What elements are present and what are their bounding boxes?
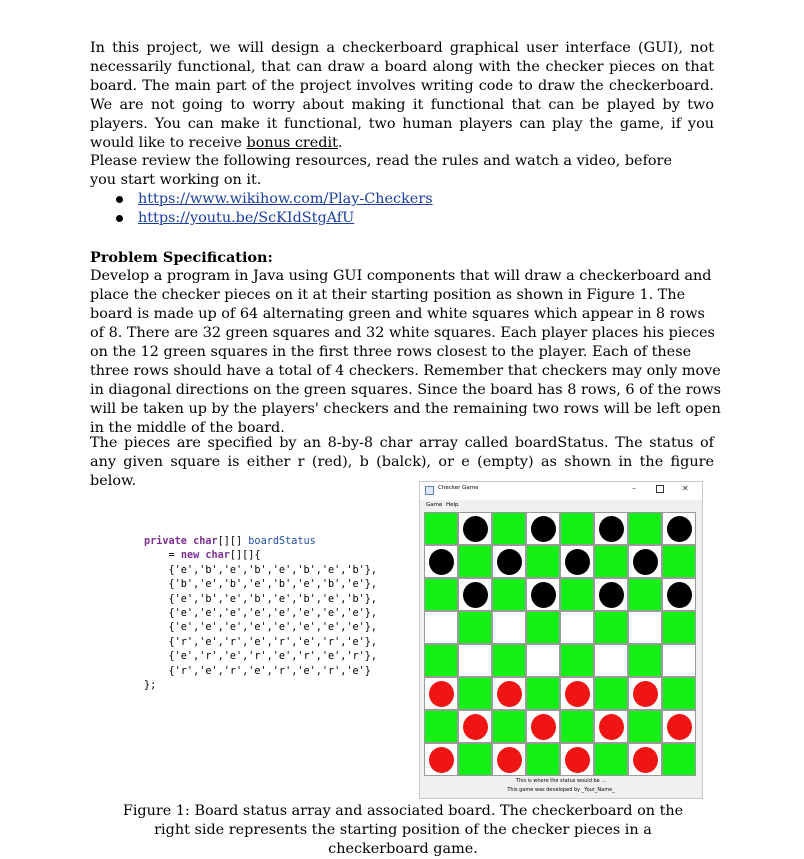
- board-square-green[interactable]: [594, 611, 628, 644]
- board-square-green[interactable]: [628, 644, 662, 677]
- board-square-green[interactable]: [628, 578, 662, 611]
- board-square-green[interactable]: [526, 743, 560, 776]
- board-square-white[interactable]: [594, 512, 628, 545]
- board-square-green[interactable]: [628, 710, 662, 743]
- maximize-icon[interactable]: [656, 485, 664, 493]
- board-square-white[interactable]: [458, 512, 492, 545]
- board-square-white[interactable]: [628, 545, 662, 578]
- bullet-icon: [116, 215, 123, 222]
- code-row: {'e','b','e','b','e','b','e','b'},: [168, 564, 378, 576]
- board-square-white[interactable]: [458, 644, 492, 677]
- code-row: {'e','e','e','e','e','e','e','e'},: [168, 608, 378, 620]
- board-square-green[interactable]: [560, 644, 594, 677]
- red-checker-piece[interactable]: [599, 714, 624, 740]
- red-checker-piece[interactable]: [497, 747, 522, 773]
- board-square-green[interactable]: [492, 578, 526, 611]
- board-square-white[interactable]: [560, 677, 594, 710]
- figure-caption: Figure 1: Board status array and associated board. The checkerboard on the right side represents the starting position of the checker pieces in a checkerboard game.: [122, 803, 684, 857]
- board-square-green[interactable]: [458, 743, 492, 776]
- code-rows: [144, 565, 377, 677]
- bonus-credit-text: bonus credit: [246, 135, 338, 151]
- board-square-green[interactable]: [662, 611, 696, 644]
- board-square-green[interactable]: [628, 512, 662, 545]
- resources-paragraph: Please review the following resources, read the rules and watch a video, before you start working on it.: [90, 153, 672, 188]
- bullet-icon: [116, 196, 123, 203]
- red-checker-piece[interactable]: [667, 714, 692, 740]
- board-status-code: private char[][] boardStatus = new char[][]{ {'e','b','e','b','e','b','e','b'}, {'b','e','b','e','b','e','b','e'}, {'e','b','e','b','e','b','e','b'}, {'e','e','e','e','e','e','e','e'}, {'e','e','e','e','e','e','e','e'}, {'r','e','r','e','r','e','r','e'}, {'e','r','e','r','e','r','e','r'}, {'r','e','r','e','r','e','r','e'} };: [144, 536, 378, 692]
- board-square-white[interactable]: [458, 710, 492, 743]
- menu-game[interactable]: Game: [426, 502, 443, 508]
- board-square-white[interactable]: [492, 743, 526, 776]
- board-square-green[interactable]: [424, 644, 458, 677]
- black-checker-piece[interactable]: [599, 516, 624, 542]
- board-square-green[interactable]: [594, 545, 628, 578]
- code-row: {'e','b','e','b','e','b','e','b'},: [168, 593, 378, 605]
- black-checker-piece[interactable]: [667, 582, 692, 608]
- board-square-green[interactable]: [458, 545, 492, 578]
- pieces-paragraph: The pieces are specified by an 8-by-8 char array called boardStatus. The status of any given square is either r (red), b (balck), or e (empty) as shown in the figure below.: [90, 435, 714, 489]
- board-square-white[interactable]: [492, 545, 526, 578]
- resource-links: [112, 190, 433, 228]
- board-square-white[interactable]: [526, 578, 560, 611]
- spec-heading: Problem Specification:: [90, 249, 273, 266]
- keyword-char: char: [193, 536, 218, 547]
- status-line: This is where the status would be ...: [515, 778, 607, 784]
- board-square-green[interactable]: [458, 677, 492, 710]
- menu-help[interactable]: Help: [446, 502, 459, 508]
- board-square-green[interactable]: [458, 611, 492, 644]
- red-checker-piece[interactable]: [565, 681, 590, 707]
- black-checker-piece[interactable]: [667, 516, 692, 542]
- board-square-white[interactable]: [594, 578, 628, 611]
- variable-name: boardStatus: [248, 536, 316, 547]
- red-checker-piece[interactable]: [429, 681, 454, 707]
- intro-end: .: [337, 135, 343, 151]
- board-square-white[interactable]: [424, 743, 458, 776]
- code-row: {'r','e','r','e','r','e','r','e'}: [168, 665, 371, 677]
- code-row: {'e','r','e','r','e','r','e','r'},: [168, 651, 378, 663]
- close-icon[interactable]: ✕: [682, 484, 689, 493]
- board-square-white[interactable]: [526, 710, 560, 743]
- resource-link-item: [112, 209, 433, 228]
- developer-line: This game was developed by _Your_Name_: [507, 787, 615, 793]
- code-row: {'e','e','e','e','e','e','e','e'},: [168, 622, 378, 634]
- board-square-green[interactable]: [662, 545, 696, 578]
- board-square-white[interactable]: [526, 644, 560, 677]
- board-square-white[interactable]: [492, 677, 526, 710]
- minimize-icon[interactable]: –: [632, 484, 636, 493]
- keyword-private: private: [144, 536, 187, 547]
- board-square-white[interactable]: [594, 710, 628, 743]
- board-square-white[interactable]: [560, 545, 594, 578]
- black-checker-piece[interactable]: [463, 516, 488, 542]
- board-square-green[interactable]: [492, 644, 526, 677]
- board-square-green[interactable]: [526, 545, 560, 578]
- app-icon: [425, 486, 434, 495]
- board-square-white[interactable]: [628, 611, 662, 644]
- board-square-white[interactable]: [662, 512, 696, 545]
- black-checker-piece[interactable]: [565, 549, 590, 575]
- red-checker-piece[interactable]: [633, 681, 658, 707]
- board-square-green[interactable]: [424, 512, 458, 545]
- board-square-white[interactable]: [526, 512, 560, 545]
- board-square-white[interactable]: [662, 710, 696, 743]
- board-square-green[interactable]: [594, 677, 628, 710]
- red-checker-piece[interactable]: [497, 681, 522, 707]
- red-checker-piece[interactable]: [633, 747, 658, 773]
- menu-bar: [420, 500, 702, 510]
- board-square-white[interactable]: [560, 611, 594, 644]
- black-checker-piece[interactable]: [429, 549, 454, 575]
- title-bar: [420, 482, 702, 500]
- board-square-green[interactable]: [492, 512, 526, 545]
- board-square-green[interactable]: [594, 743, 628, 776]
- spec-body: Develop a program in Java using GUI components that will draw a checkerboard and place the checker pieces on it at their starting position as shown in Figure 1. The board is made up of 64 alternating green and white squares which appear in 8 rows of 8. There are 32 green squares and 32 white squares. Each player places his pieces on the 12 green squares in the first three rows closest to the player. Each of these three rows should have a total of 4 checkers. Remember that checkers may only move in diagonal directions on the green squares. Since the board has 8 rows, 6 of the rows will be taken up by the players' checkers and the remaining two rows will be left open in the middle of the board.: [90, 268, 722, 436]
- board-square-green[interactable]: [424, 578, 458, 611]
- board-square-white[interactable]: [424, 545, 458, 578]
- black-checker-piece[interactable]: [599, 582, 624, 608]
- board-square-green[interactable]: [560, 512, 594, 545]
- board-square-white[interactable]: [458, 578, 492, 611]
- black-checker-piece[interactable]: [531, 516, 556, 542]
- resource-link-item: [112, 190, 433, 209]
- code-row: {'r','e','r','e','r','e','r','e'},: [168, 636, 378, 648]
- keyword-char: char: [205, 550, 230, 562]
- youtube-link[interactable]: https://youtu.be/ScKIdStgAfU: [138, 210, 355, 226]
- board-square-green[interactable]: [424, 710, 458, 743]
- red-checker-piece[interactable]: [531, 714, 556, 740]
- board-square-green[interactable]: [492, 710, 526, 743]
- board-square-green[interactable]: [560, 710, 594, 743]
- board-square-white[interactable]: [424, 611, 458, 644]
- intro-text: In this project, we will design a checkerboard graphical user interface (GUI), not necessarily functional, that can draw a board along with the checker pieces on that board. The main part of the project involves writing code to draw the checkerboard. We are not going to worry about making it functional that can be played by two players. You can make it functional, two human players can play the game, if you would like to receive: [90, 40, 714, 151]
- board-square-green[interactable]: [662, 677, 696, 710]
- board-square-white[interactable]: [594, 644, 628, 677]
- board-square-white[interactable]: [628, 743, 662, 776]
- code-row: {'b','e','b','e','b','e','b','e'},: [168, 579, 378, 591]
- board-square-white[interactable]: [628, 677, 662, 710]
- board-square-green[interactable]: [526, 677, 560, 710]
- intro-paragraph: [90, 39, 714, 153]
- board-square-green[interactable]: [662, 743, 696, 776]
- black-checker-piece[interactable]: [633, 549, 658, 575]
- black-checker-piece[interactable]: [463, 582, 488, 608]
- board-square-white[interactable]: [662, 578, 696, 611]
- window-title: Checker Game: [438, 485, 479, 491]
- board-square-green[interactable]: [560, 578, 594, 611]
- board-square-white[interactable]: [662, 644, 696, 677]
- board-square-white[interactable]: [424, 677, 458, 710]
- checkerboard: [424, 512, 696, 776]
- red-checker-piece[interactable]: [429, 747, 454, 773]
- red-checker-piece[interactable]: [463, 714, 488, 740]
- board-square-white[interactable]: [492, 611, 526, 644]
- red-checker-piece[interactable]: [565, 747, 590, 773]
- board-square-green[interactable]: [526, 611, 560, 644]
- black-checker-piece[interactable]: [531, 582, 556, 608]
- board-square-white[interactable]: [560, 743, 594, 776]
- checker-game-window: [419, 481, 703, 799]
- black-checker-piece[interactable]: [497, 549, 522, 575]
- keyword-new: new: [180, 550, 200, 562]
- wikihow-link[interactable]: https://www.wikihow.com/Play-Checkers: [138, 191, 433, 207]
